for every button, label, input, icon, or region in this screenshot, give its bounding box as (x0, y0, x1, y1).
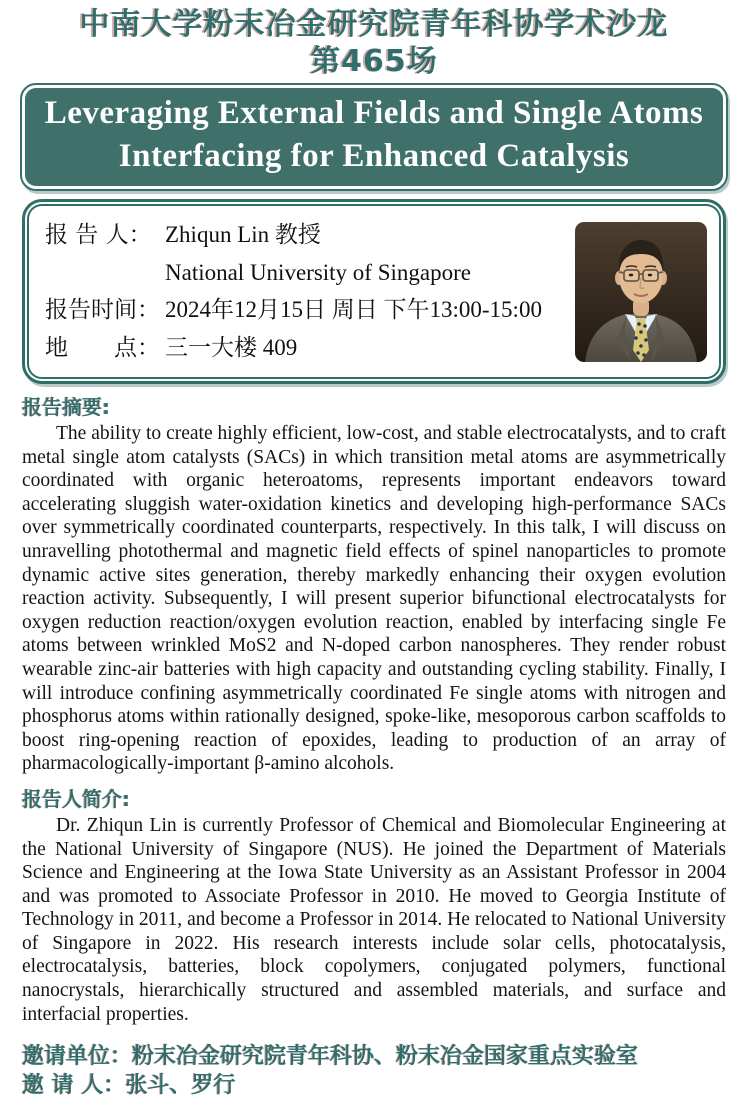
time-row (45, 291, 559, 329)
talk-title-line2: Interfacing for Enhanced Catalysis (118, 138, 630, 174)
time-label: 报告时间： (45, 297, 160, 323)
bio-text: Dr. Zhiqun Lin is currently Professor of Chemical and Biomolecular Engineering at the National University of Singapore (NUS). He joined the Department of Materials Science and Engineering at the Iowa State University as an Assistant Professor in 2004 and was promoted to Associate Professor in 2010. He moved to Georgia Institute of Technology in 2011, and become a Professor in 2014. He relocated to National University of Singapore in 2022. His research interests include solar cells, photocatalysis, electrocatalysis, batteries, block copolymers, conjugated polymers, functional nanocrystals, hierarchically structured and assembled materials, and surface and interfacial properties. (22, 814, 726, 1025)
page-title-line1: 中南大学粉末冶金研究院青年科协学术沙龙 (79, 7, 669, 42)
page-title-line2: 第465场 (310, 44, 438, 79)
talk-title-line1: Leveraging External Fields and Single Atoms (44, 95, 704, 131)
location-label: 地 点： (45, 335, 160, 361)
talk-time: 2024年12月15日 周日 下午13:00-15:00 (165, 297, 542, 322)
poster-footer (22, 1042, 726, 1100)
abstract-text: The ability to create highly efficient, low-cost, and stable electrocatalysts, and to craft metal single atom catalysts (SACs) in which transition metal atoms are asymmetrically coordinated with organic heteroatoms, represents important endeavors toward accelerating sluggish water-oxidation kinetics and developing high-performance SACs over symmetrically coordinated counterparts, respectively. In this talk, I will discuss on unravelling photothermal and magnetic field effects of spinel nanoparticles to promote dynamic active sites generation, thereby markedly enhancing their oxygen evolution reaction activity. Subsequently, I will present superior bifunctional electrocatalysts for oxygen reduction reaction/oxygen evolution reaction, enabled by interfacing single Fe atoms between wrinkled MoS2 and N-doped carbon nanospheres. They render robust wearable zinc-air batteries with high capacity and outstanding cycling stability. Finally, I will introduce confining asymmetrically coordinated Fe single atoms with nitrogen and phosphorus atoms within rationally designed, spoke-like, mesoporous carbon scaffolds to boost ring-opening reaction of epoxides, leading to production of an array of pharmacologically-important β-amino alcohols. (22, 423, 726, 775)
speaker-info-box (22, 199, 726, 384)
speaker-name: Zhiqun Lin 教授 (165, 222, 321, 247)
affiliation-row (45, 254, 559, 291)
speaker-label: 报 告 人： (45, 222, 152, 248)
talk-title-banner-fill (25, 88, 723, 186)
location-row (45, 329, 559, 367)
abstract-heading: 报告摘要: (22, 395, 110, 419)
host-organizations: 邀请单位：粉末冶金研究院青年科协、粉末冶金国家重点实验室 (22, 1044, 639, 1070)
speaker-info-box-inner (27, 204, 721, 379)
bio-heading: 报告人简介: (22, 786, 130, 811)
speaker-row (45, 216, 559, 254)
poster-header (0, 0, 748, 80)
inviters: 邀 请 人：张斗、罗行 (22, 1073, 236, 1099)
speaker-affiliation: National University of Singapore (165, 260, 471, 285)
speaker-photo (575, 222, 707, 362)
speaker-portrait-illustration (575, 222, 707, 362)
talk-location: 三一大楼 409 (165, 335, 298, 360)
talk-title-banner (20, 83, 728, 191)
